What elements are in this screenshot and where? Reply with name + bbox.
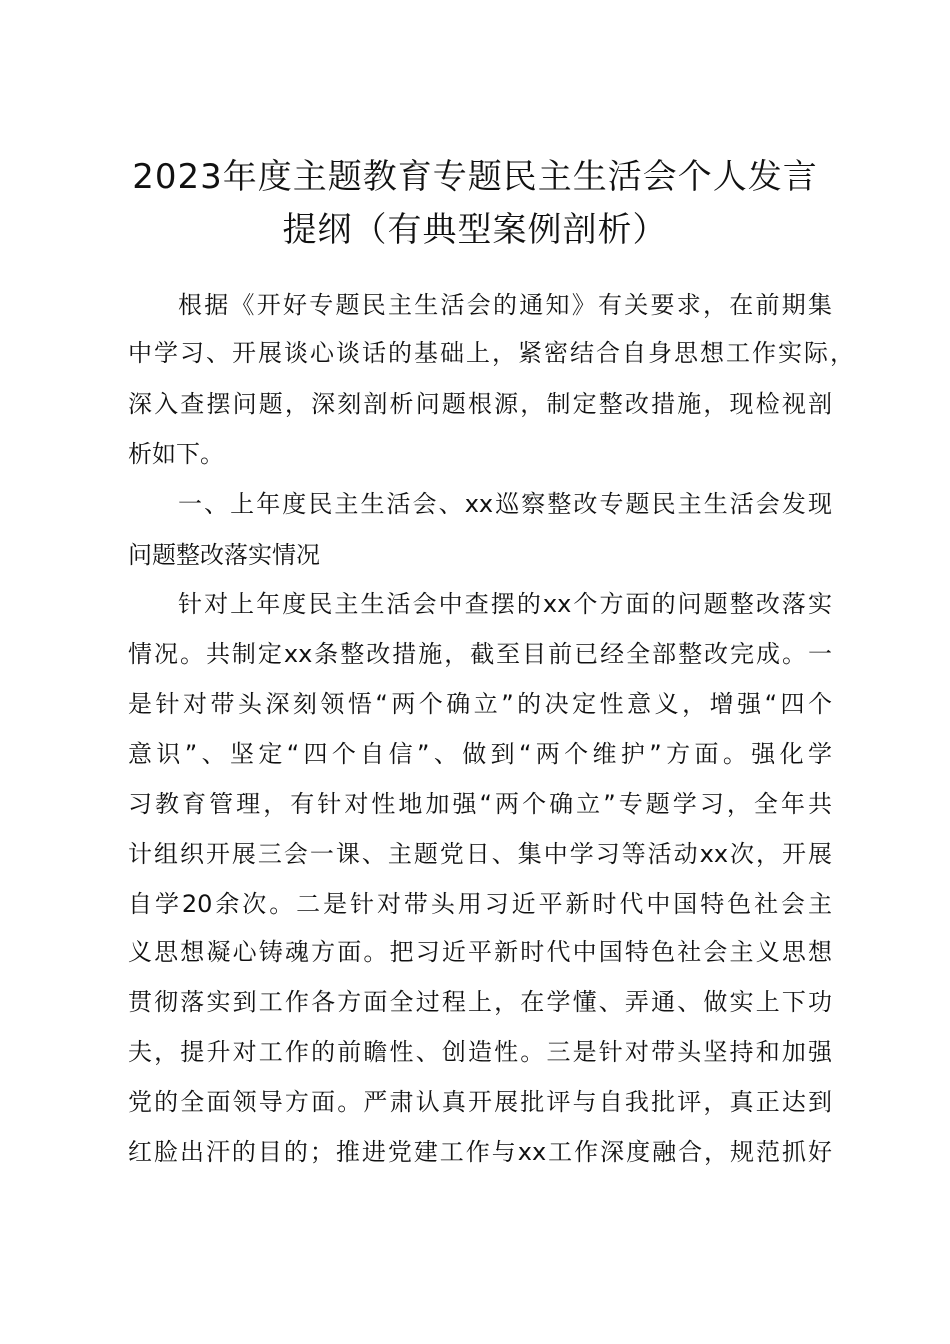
body-line: 计组织开展三会一课、主题党日、集中学习等活动xx次，开展 (128, 840, 832, 868)
body-line: 夫，提升对工作的前瞻性、创造性。三是针对带头坚持和加强 (128, 1038, 832, 1066)
body-line: 是针对带头深刻领悟“两个确立”的决定性意义，增强“四个 (128, 690, 832, 718)
body-line: 红脸出汗的目的；推进党建工作与xx工作深度融合，规范抓好 (128, 1138, 832, 1166)
document-title-line-2: 提纲（有典型案例剖析） (282, 210, 668, 250)
body-line: 情况。共制定xx条整改措施，截至目前已经全部整改完成。一 (128, 640, 832, 668)
intro-line: 深入查摆问题，深刻剖析问题根源，制定整改措施，现检视剖 (128, 390, 832, 418)
body-line: 针对上年度民主生活会中查摆的xx个方面的问题整改落实 (178, 590, 832, 618)
section-heading-line: 问题整改落实情况 (128, 541, 320, 569)
body-line: 自学20余次。二是针对带头用习近平新时代中国特色社会主 (128, 890, 832, 918)
section-heading-line: 一、上年度民主生活会、xx巡察整改专题民主生活会发现 (178, 490, 832, 518)
intro-line: 析如下。 (128, 440, 224, 468)
intro-line: 中学习、开展谈心谈话的基础上，紧密结合自身思想工作实际， (128, 339, 854, 367)
body-line: 贯彻落实到工作各方面全过程上，在学懂、弄通、做实上下功 (128, 988, 832, 1016)
body-line: 党的全面领导方面。严肃认真开展批评与自我批评，真正达到 (128, 1088, 832, 1116)
intro-line: 根据《开好专题民主生活会的通知》有关要求，在前期集 (178, 291, 832, 319)
body-line: 义思想凝心铸魂方面。把习近平新时代中国特色社会主义思想 (128, 938, 832, 966)
body-line: 意识”、坚定“四个自信”、做到“两个维护”方面。强化学 (128, 740, 832, 768)
body-line: 习教育管理，有针对性地加强“两个确立”专题学习，全年共 (128, 790, 832, 818)
document-title-line-1: 2023年度主题教育专题民主生活会个人发言 (132, 157, 818, 197)
